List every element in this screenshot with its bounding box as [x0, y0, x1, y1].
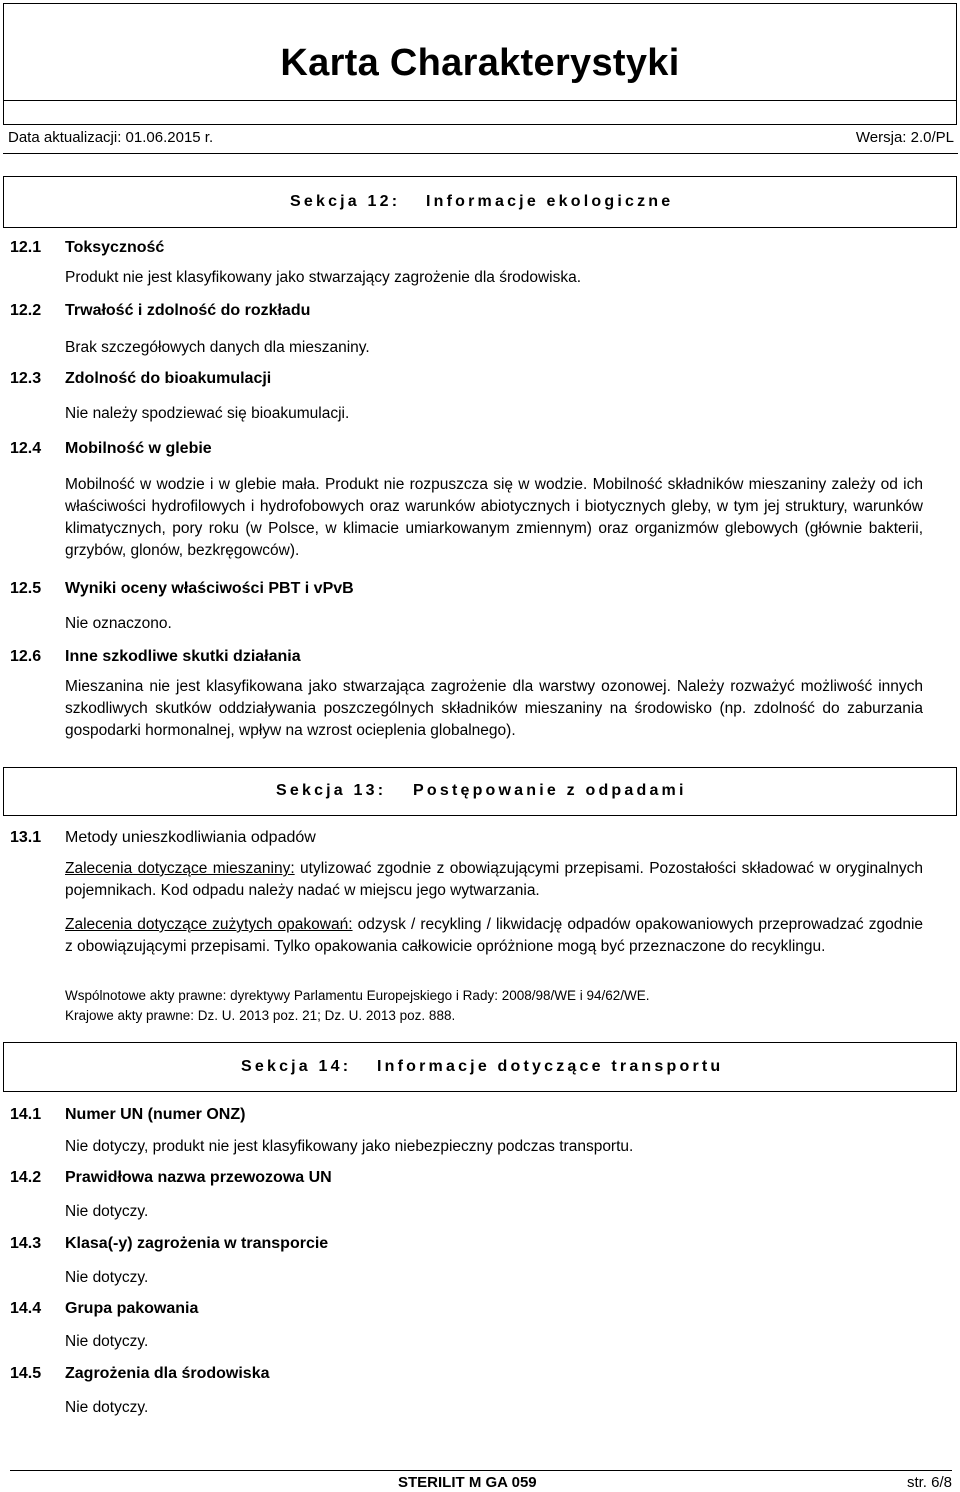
item-12-6-text: Mieszanina nie jest klasyfikowana jako stwarzająca zagrożenie dla warstwy ozonowej. Należy rozważyć możliwość innych szkodliwych skutków oddziaływania poszczególnych składników mieszaniny na środowisko (np. zdolność do zaburzania gospodarki hormonalnej, wpływ na wzrost ocieplenia globalnego). [65, 678, 923, 739]
item-12-3-heading: Zdolność do bioakumulacji [65, 370, 272, 387]
mixture-recommendations-label: Zalecenia dotyczące mieszaniny: [65, 860, 295, 877]
item-14-5-number: 14.5 [10, 1365, 42, 1382]
item-12-2-text: Brak szczegółowych danych dla mieszaniny. [65, 339, 370, 356]
header-divider [4, 100, 956, 101]
item-12-6-heading: Inne szkodliwe skutki działania [65, 648, 301, 665]
item-14-2-heading: Prawidłowa nazwa przewozowa UN [65, 1169, 332, 1186]
item-14-2-number: 14.2 [10, 1169, 42, 1186]
item-14-2-text: Nie dotyczy. [65, 1203, 149, 1220]
item-14-3-heading: Klasa(-y) zagrożenia w transporcie [65, 1235, 329, 1252]
section-12-title: Informacje ekologiczne [426, 193, 674, 210]
item-14-5-heading: Zagrożenia dla środowiska [65, 1365, 270, 1382]
section-14-heading-box [3, 1042, 957, 1092]
update-date: Data aktualizacji: 01.06.2015 r. [8, 129, 214, 146]
mixture-recommendations [65, 858, 923, 902]
packaging-recommendations-text: odzysk / recykling / likwidację odpadów opakowaniowych przeprowadzać zgodnie z obowiązującymi przepisami. Tylko opakowania całkowicie opróżnione mogą być przeznaczone do recyklingu. [65, 916, 924, 955]
item-14-3-number: 14.3 [10, 1235, 42, 1252]
item-12-1-text: Produkt nie jest klasyfikowany jako stwarzający zagrożenie dla środowiska. [65, 269, 582, 286]
item-12-3-number: 12.3 [10, 370, 42, 387]
section-14-title: Informacje dotyczące transportu [377, 1058, 724, 1075]
community-legislation: Wspólnotowe akty prawne: dyrektywy Parlamentu Europejskiego i Rady: 2008/98/WE i 94/62/WE. [65, 988, 650, 1003]
section-12-number: Sekcja 12: [290, 193, 401, 210]
item-14-4-number: 14.4 [10, 1300, 42, 1317]
item-12-4-heading: Mobilność w glebie [65, 440, 212, 457]
section-13-heading-box [3, 767, 957, 816]
item-14-5-text: Nie dotyczy. [65, 1399, 149, 1416]
section-12-heading-box [3, 176, 957, 228]
item-12-5-heading: Wyniki oceny właściwości PBT i vPvB [65, 580, 354, 597]
item-12-5-text: Nie oznaczono. [65, 615, 172, 632]
item-12-4-number: 12.4 [10, 440, 42, 457]
item-12-1-number: 12.1 [10, 239, 42, 256]
national-legislation: Krajowe akty prawne: Dz. U. 2013 poz. 21; Dz. U. 2013 poz. 888. [65, 1008, 456, 1023]
item-12-3-text: Nie należy spodziewać się bioakumulacji. [65, 405, 350, 422]
item-12-2-number: 12.2 [10, 302, 42, 319]
document-title: Karta Charakterystyki [280, 42, 680, 84]
item-14-3-text: Nie dotyczy. [65, 1269, 149, 1286]
item-12-5-number: 12.5 [10, 580, 42, 597]
mixture-recommendations-text: utylizować zgodnie z obowiązującymi przepisami. Pozostałości składować w oryginalnych pojemnikach. Kod odpadu należy nadać w miejscu jego wytwarzania. [65, 860, 923, 899]
header-bottom-rule [3, 153, 958, 154]
item-13-1-heading: Metody unieszkodliwiania odpadów [65, 829, 316, 846]
item-14-1-number: 14.1 [10, 1106, 42, 1123]
section-13-title: Postępowanie z odpadami [413, 782, 687, 799]
item-13-1-number: 13.1 [10, 829, 42, 846]
item-14-1-heading: Numer UN (numer ONZ) [65, 1106, 246, 1123]
page-number: str. 6/8 [906, 1474, 952, 1491]
packaging-recommendations-label: Zalecenia dotyczące zużytych opakowań: [65, 916, 353, 933]
section-13-number: Sekcja 13: [276, 782, 387, 799]
document-header [3, 3, 957, 125]
section-14-number: Sekcja 14: [241, 1058, 352, 1075]
version-label: Wersja: 2.0/PL [855, 129, 954, 146]
item-12-1-heading: Toksyczność [65, 239, 165, 256]
item-14-4-text: Nie dotyczy. [65, 1333, 149, 1350]
item-12-4-text: Mobilność w wodzie i w glebie mała. Produkt nie rozpuszcza się w wodzie. Mobilność składników mieszaniny zależy od ich właściwości hydrofilowych i hydrofobowych oraz warunków abiotycznych i biotycznych gleby, w tym jej struktury, warunków klimatycznych, pory roku (w Polsce, w klimacie umiarkowanym zmiennym) oraz organizmów glebowych (głównie bakterii, grzybów, glonów, bezkręgowców). [65, 476, 923, 559]
item-12-6-number: 12.6 [10, 648, 42, 665]
item-14-1-text: Nie dotyczy, produkt nie jest klasyfikowany jako niebezpieczny podczas transportu. [65, 1138, 634, 1155]
packaging-recommendations [65, 914, 923, 958]
item-12-2-heading: Trwałość i zdolność do rozkładu [65, 302, 311, 319]
item-14-4-heading: Grupa pakowania [65, 1300, 199, 1317]
footer-divider [10, 1470, 952, 1471]
product-name: STERILIT M GA 059 [398, 1474, 537, 1491]
